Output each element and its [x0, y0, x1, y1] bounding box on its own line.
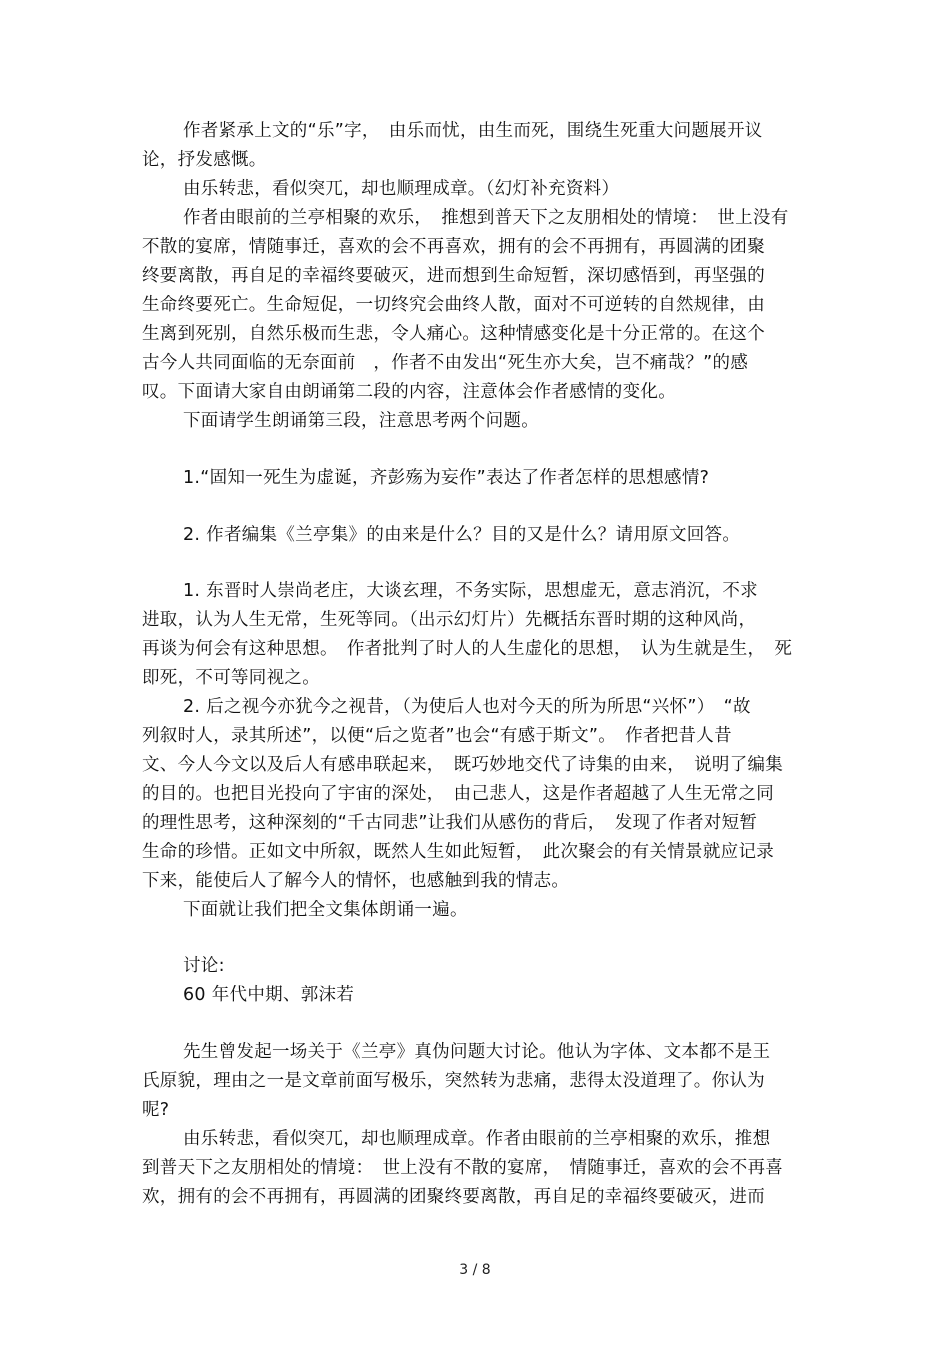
question-1: 1.“固知一死生为虚诞，齐彭殇为妄作”表达了作者怎样的思想感情? — [183, 468, 710, 488]
text-line: 列叙时人，录其所述”，以便“后之览者”也会“有感于斯文”。 作者把昔人昔 — [142, 726, 732, 746]
text-line: 由乐转悲，看似突兀，却也顺理成章。（幻灯补充资料） — [183, 179, 620, 199]
text-line: 下面就让我们把全文集体朗诵一遍。 — [183, 900, 468, 920]
text-line: 下面请学生朗诵第三段，注意思考两个问题。 — [183, 411, 539, 431]
text-line: 论，抒发感慨。 — [142, 150, 267, 170]
page-number: 3 / 8 — [459, 1262, 491, 1278]
text-line: 先生曾发起一场关于《兰亭》真伪问题大讨论。他认为字体、文本都不是王 — [183, 1042, 771, 1062]
text-line: 不散的宴席，情随事迁，喜欢的会不再喜欢，拥有的会不再拥有，再圆满的团聚 — [142, 237, 765, 257]
text-line: 欢，拥有的会不再拥有，再圆满的团聚终要离散，再自足的幸福终要破灭，进而 — [142, 1187, 765, 1207]
text-line: 即死，不可等同视之。 — [142, 668, 320, 688]
text-line: 生命终要死亡。生命短促，一切终究会曲终人散，面对不可逆转的自然规律，由 — [142, 295, 765, 315]
text-line: 生离到死别，自然乐极而生悲，令人痛心。这种情感变化是十分正常的。在这个 — [142, 324, 765, 344]
text-line: 氏原貌，理由之一是文章前面写极乐，突然转为悲痛，悲得太没道理了。你认为 — [142, 1071, 765, 1091]
text-line: 由乐转悲，看似突兀，却也顺理成章。作者由眼前的兰亭相聚的欢乐，推想 — [183, 1129, 771, 1149]
text-line: 作者由眼前的兰亭相聚的欢乐， 推想到普天下之友朋相处的情境： 世上没有 — [183, 208, 789, 228]
text-line: 进取，认为人生无常，生死等同。（出示幻灯片）先概括东晋时期的这种风尚， — [142, 610, 757, 630]
discussion-heading: 讨论: — [183, 956, 225, 976]
text-line: 呢? — [142, 1100, 170, 1120]
text-line: 生命的珍惜。正如文中所叙，既然人生如此短暂， 此次聚会的有关情景就应记录 — [142, 842, 775, 862]
answer-2: 2. 后之视今亦犹今之视昔，（为使后人也对今天的所为所思“兴怀”） “故 — [183, 697, 751, 717]
question-2: 2. 作者编集《兰亭集》的由来是什么？目的又是什么？请用原文回答。 — [183, 525, 741, 545]
text-line: 文、今人今文以及后人有感串联起来， 既巧妙地交代了诗集的由来， 说明了编集 — [142, 755, 784, 775]
text-line: 终要离散，再自足的幸福终要破灭，进而想到生命短暂，深切感悟到，再坚强的 — [142, 266, 765, 286]
text-line: 下来，能使后人了解今人的情怀，也感触到我的情志。 — [142, 871, 570, 891]
answer-1: 1. 东晋时人崇尚老庄，大谈玄理，不务实际，思想虚无，意志消沉，不求 — [183, 581, 758, 601]
text-line: 60 年代中期、郭沫若 — [183, 985, 355, 1005]
text-line: 作者紧承上文的“乐”字， 由乐而忧，由生而死，围绕生死重大问题展开议 — [183, 121, 763, 141]
text-line: 再谈为何会有这种思想。 作者批判了时人的人生虚化的思想， 认为生就是生， 死 — [142, 639, 793, 659]
text-line: 古今人共同面临的无奈面前 ，作者不由发出“死生亦大矣，岂不痛哉？”的感 — [142, 353, 749, 373]
text-line: 叹。下面请大家自由朗诵第二段的内容，注意体会作者感情的变化。 — [142, 382, 676, 402]
text-line: 到普天下之友朋相处的情境： 世上没有不散的宴席， 情随事迁，喜欢的会不再喜 — [142, 1158, 784, 1178]
text-line: 的目的。也把目光投向了宇宙的深处， 由己悲人，这是作者超越了人生无常之同 — [142, 784, 775, 804]
text-line: 的理性思考，这种深刻的“千古同悲”让我们从感伤的背后， 发现了作者对短暂 — [142, 813, 758, 833]
